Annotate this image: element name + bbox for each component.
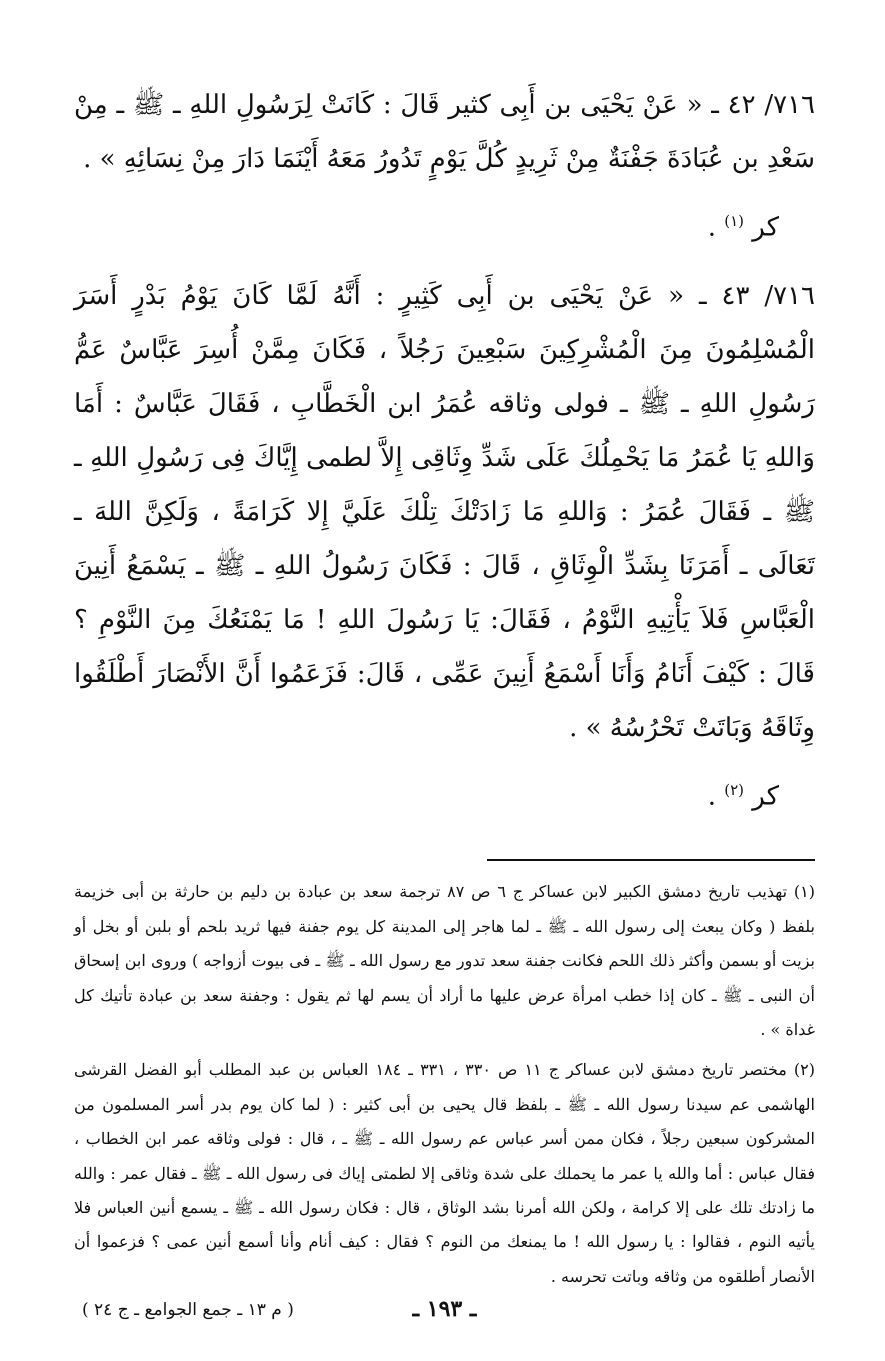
hadith-43-text: ٧١٦/ ٤٣ ـ « عَنْ يَحْيَى بن أَبِى كَثِيرٍ : أَنَّهُ لَمَّا كَانَ يَوْمُ بَدْرٍ أَسَرَ الْمُسْلِمُونَ مِنَ الْمُشْرِكِينَ سَبْعِينَ رَجُلاً ، فَكَانَ مِمَّنْ أُسِرَ عَبَّاسٌ عَمُّ رَسُولِ اللهِ ـ ﷺ ـ فولى وثاقه عُمَرُ ابن الْخَطَّابِ ، فَقَالَ عَبَّاسٌ : أَمَا وَاللهِ يَا عُمَرُ مَا يَحْمِلُكَ عَلَى شَدِّ وِثَاقِى إِلاَّ لطمى إِيَّاكَ فِى رَسُولِ اللهِ ـ ﷺ ـ فَقَالَ عُمَرُ : وَاللهِ مَا زَادَتْكَ تِلْكَ عَلَيَّ إِلا كَرَامَةً ، وَلَكِنَّ اللهَ ـ تَعَالَى ـ أَمَرَنَا بِشَدِّ الْوِثَاقِ ، قَالَ : فَكَانَ رَسُولُ اللهِ ـ ﷺ ـ يَسْمَعُ أَنِينَ الْعَبَّاسِ فَلاَ يَأْتِيهِ النَّوْمُ ، فَقَالَ: يَا رَسُولَ اللهِ ! مَا يَمْنَعُكَ مِنَ النَّوْمِ ؟ قَالَ : كَيْفَ أَنَامُ وَأَنَا أَسْمَعُ أَنِينَ عَمِّى ، قَالَ: فَزَعَمُوا أَنَّ الأَنْصَارَ أَطْلَقُوا وِثَاقَهُ وَبَاتَتْ تَحْرُسُهُ » . [74, 280, 816, 743]
source-abbreviation: كر [752, 781, 779, 812]
hadith-43-source [74, 763, 815, 824]
footnote-divider [487, 859, 815, 861]
page-footer [74, 1296, 815, 1328]
footnote-reference-2: (٢) [724, 780, 744, 799]
footnote-reference-1: (١) [724, 212, 744, 230]
footnote-1: (١) تهذيب تاريخ دمشق الكبير لابن عساكر ج ٦ ص ٨٧ ترجمة سعد بن عبادة بن دليم بن حارثة بن أبى خزيمة بلفظ ( وكان يبعث إلى رسول الله ـ ﷺ ـ لما هاجر إلى المدينة كل يوم جفنة فيها ثريد بلحم أو بلبن أو بخل أو بزيت أو بسمن وأكثر ذلك اللحم فكانت جفنة سعد تدور مع رسول الله ـ ﷺ ـ فى بيوت أزواجه ) وروى ابن إسحاق أن النبى ـ ﷺ ـ كان إذا خطب امرأة عرض عليها ما أراد أن يسم لها ثم يقول : وجفنة سعد بن عبادة تأتيك كل غداة » . [74, 882, 815, 1039]
hadith-42-text: ٧١٦/ ٤٢ ـ « عَنْ يَحْيَى بن أَبِى كثير قَالَ : كَانَتْ لِرَسُولِ اللهِ ـ ﷺ ـ مِنْ سَعْدِ بن عُبَادَةَ جَفْنَةٌ مِنْ ثَرِيدٍ كُلَّ يَوْمٍ تَدُورُ مَعَهُ أَيْنَمَا دَارَ مِنْ نِسَائِهِ » . [74, 90, 816, 174]
period: . [707, 212, 716, 243]
hadith-42-source [74, 194, 815, 255]
source-abbreviation: كر [752, 212, 779, 243]
page-number: ـ ١٩٣ ـ [412, 1296, 477, 1322]
period: . [707, 781, 716, 812]
volume-signature: ( م ١٣ ـ جمع الجوامع ـ ج ٢٤ ) [82, 1300, 294, 1320]
footnote-2: (٢) مختصر تاريخ دمشق لابن عساكر ج ١١ ص ٣٣٠ ، ٣٣١ ـ ١٨٤ العباس بن عبد المطلب أبو الفضل القرشى الهاشمى عم سيدنا رسول الله ـ ﷺ ـ بلفظ قال يحيى بن أبى كثير : ( لما كان يوم بدر أسر المسلمون من المشركون سبعين رجلاً ، فكان ممن أسر عباس عم رسول الله ـ ﷺ ـ ، قال : فولى وثاقه عمر ابن الخطاب ، فقال عباس : أما والله يا عمر ما يحملك على شدة وثاقى إلا لطمتى إياك فى رسول الله ـ ﷺ ـ فقال عمر : والله ما زادتك تلك على إلا كرامة ، ولكن الله أمرنا بشد الوثاق ، قال : فكان رسول الله ـ ﷺ ـ يسمع أنين العباس فلا يأتيه النوم ، فقالوا : يا رسول الله ! ما يمنعك من النوم ؟ فقال : كيف أنام وأنا أسمع أنين عمى ؟ فزعموا أن الأنصار أطلقوه من وثاقه وباتت تحرسه . [74, 1060, 816, 1286]
